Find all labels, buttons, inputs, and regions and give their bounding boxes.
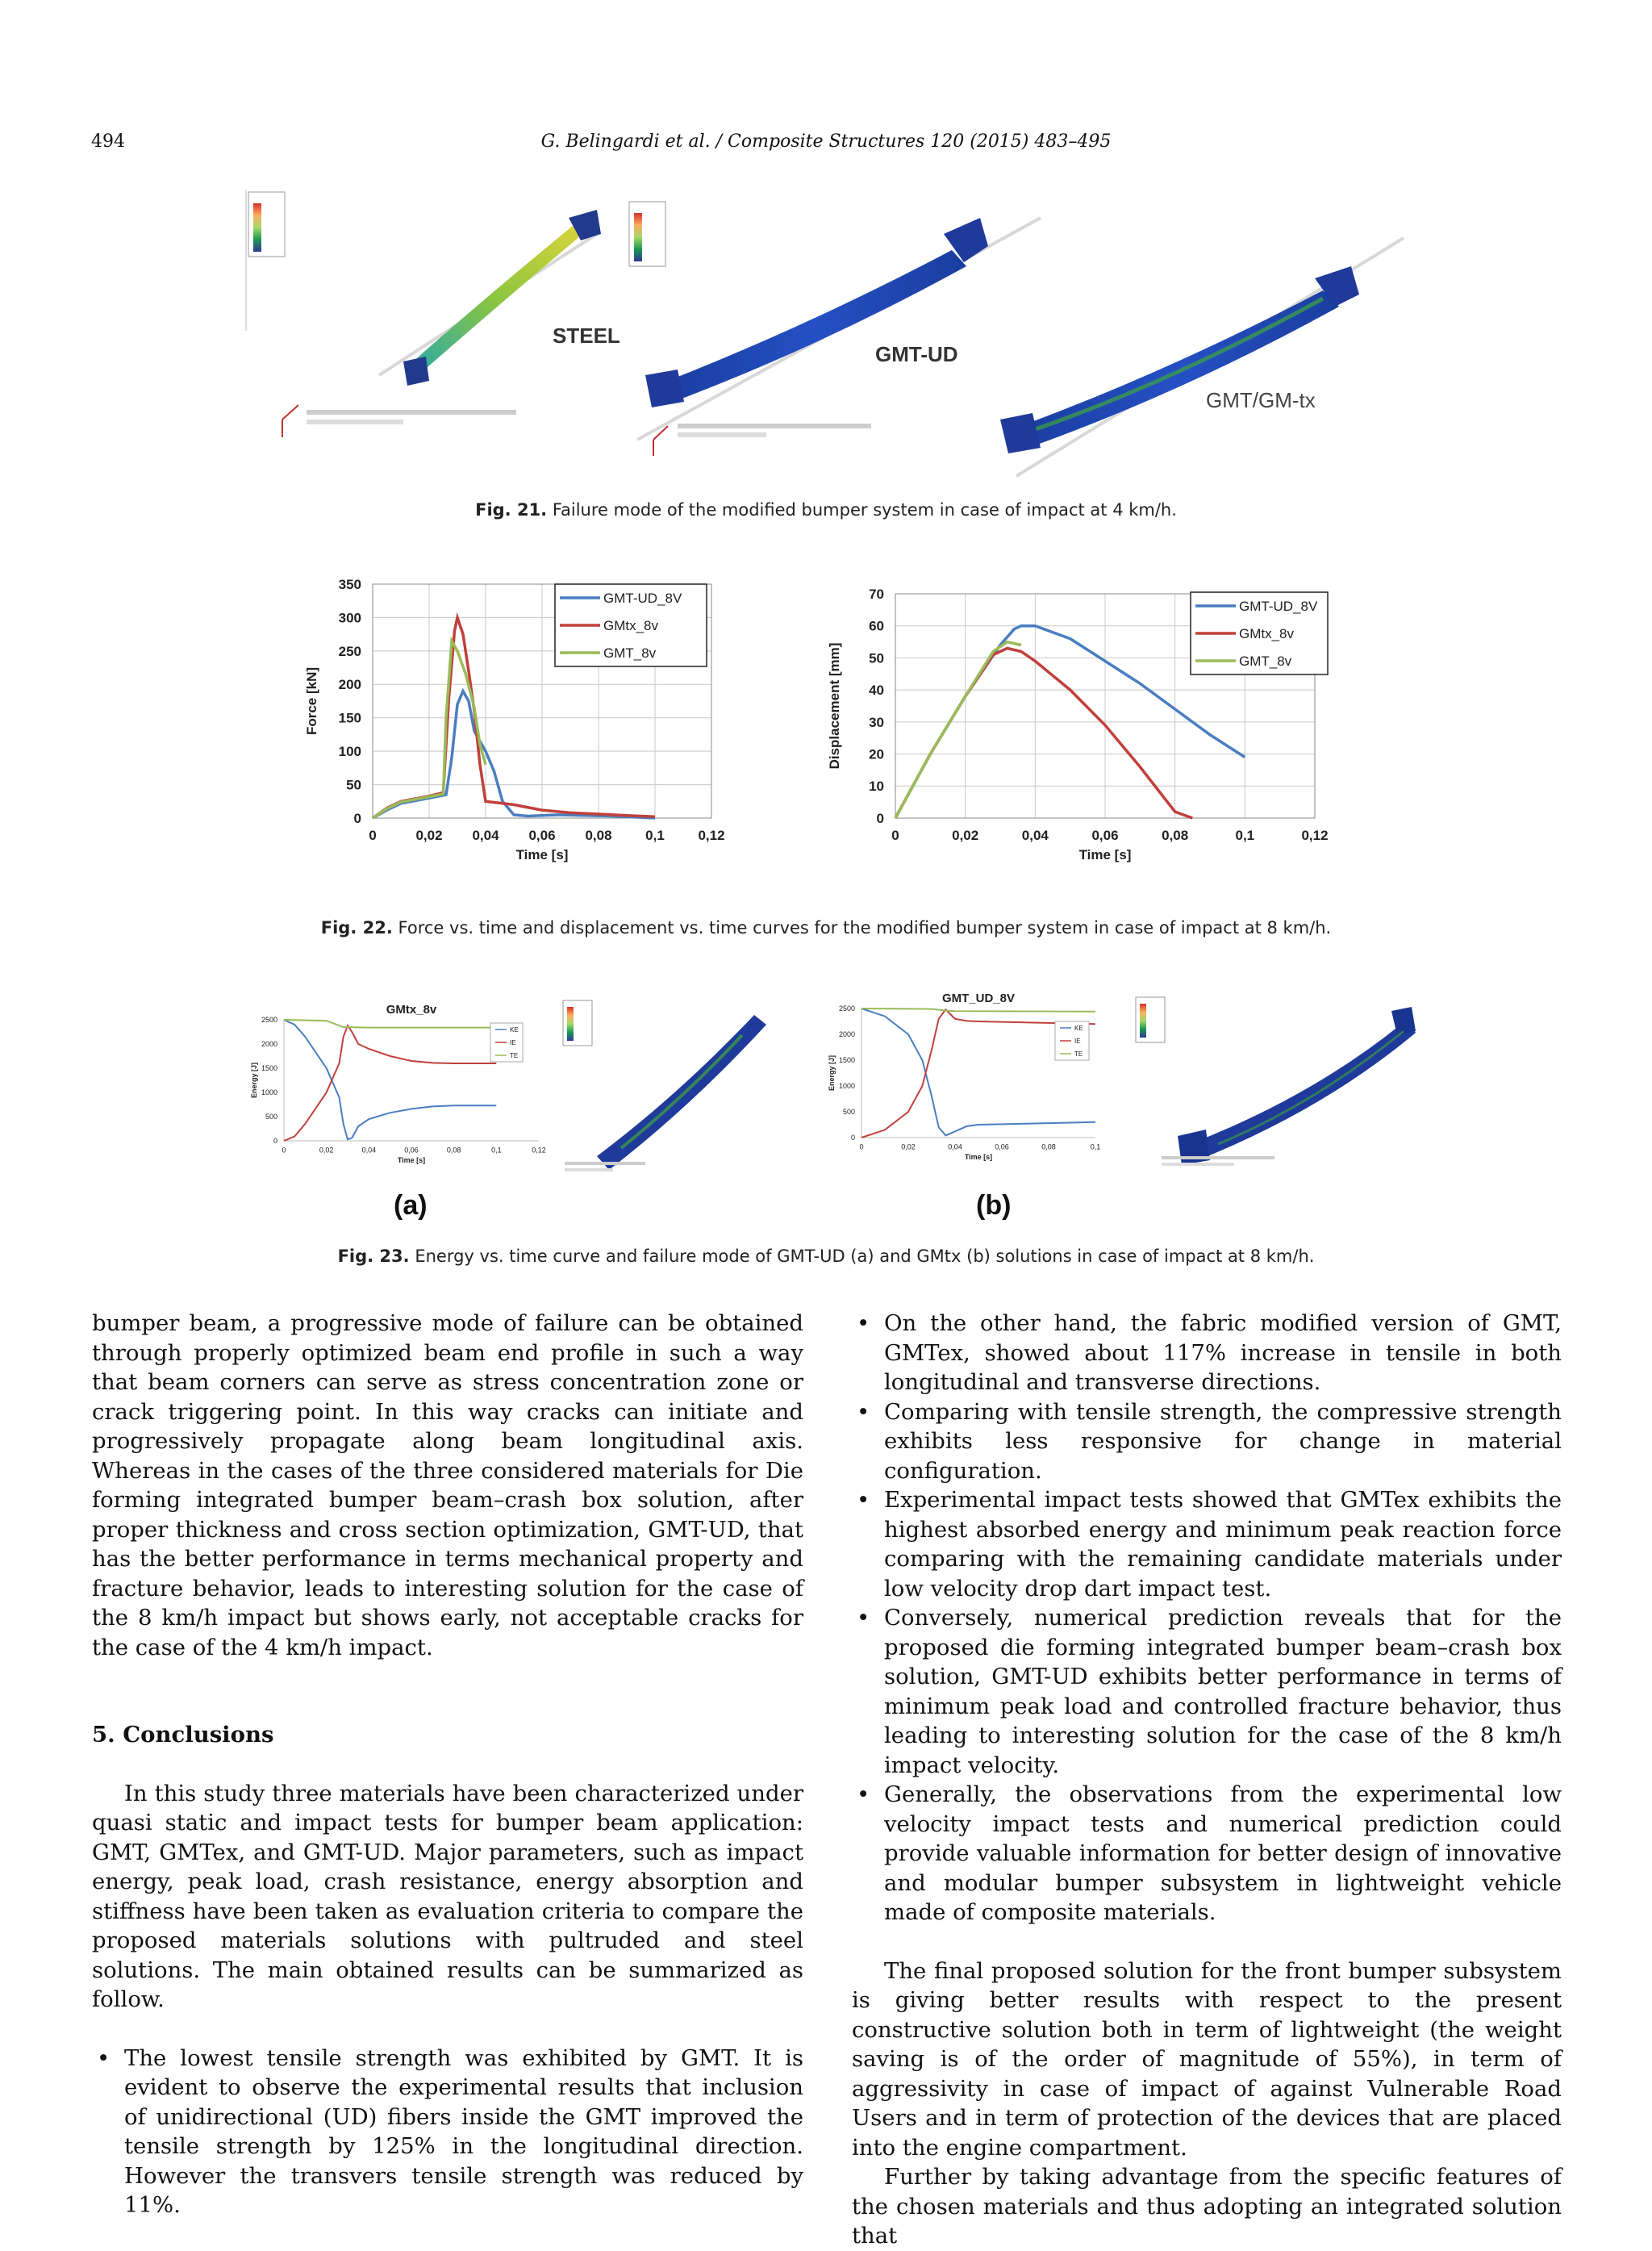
x-tick-label: 0,02	[952, 828, 979, 844]
left-column	[92, 1309, 803, 2220]
fig23-panel-a-label: (a)	[394, 1190, 428, 1221]
y-axis-label: Force [kN]	[304, 666, 319, 736]
x-tick-label: 0,08	[446, 1146, 461, 1155]
x-tick-label: 0,06	[404, 1146, 419, 1155]
y-tick-label: 1500	[838, 1056, 855, 1065]
y-tick-label: 300	[338, 610, 361, 626]
fig23-caption-label: Fig. 23.	[337, 1247, 410, 1266]
list-item	[852, 1485, 1562, 1603]
fig21-label-gmt-gm-tx: GMT/GM-tx	[1206, 388, 1316, 412]
x-axis-label: Time [s]	[1078, 847, 1132, 862]
series-line-ie	[284, 1025, 496, 1141]
list-item	[852, 1397, 1562, 1486]
x-tick-label: 0	[369, 828, 377, 844]
series-line-te	[861, 1009, 1095, 1012]
x-axis-label: Time [s]	[397, 1156, 426, 1164]
bullet-text: Experimental impact tests showed that GMTex exhibits the highest absorbed energy and minimum peak reaction force comparing with the remaining candidate materials under low velocity drop dart impact test.	[884, 1487, 1562, 1602]
bullet-icon: •	[857, 1781, 870, 1807]
fig22-caption-label: Fig. 22.	[320, 918, 393, 938]
legend-entry: IE	[1074, 1038, 1081, 1045]
y-tick-label: 60	[869, 618, 884, 634]
fig23-panel-b-label: (b)	[976, 1190, 1012, 1221]
x-tick-label: 0,02	[319, 1146, 334, 1155]
x-tick-label: 0,04	[361, 1146, 377, 1155]
x-tick-label: 0,04	[1021, 828, 1049, 844]
y-tick-label: 150	[338, 710, 361, 726]
chart-energy-gmt-ud	[828, 992, 1100, 1161]
list-item	[852, 1780, 1562, 1927]
series-line-gmtx-8v	[895, 649, 1192, 819]
bullet-icon: •	[857, 1487, 870, 1513]
x-axis-label: Time [s]	[515, 847, 569, 862]
bullet-text: On the other hand, the fabric modified version of GMT, GMTex, showed about 117% increase in tensile in both longitudinal and transverse directions.	[884, 1310, 1562, 1395]
y-axis-label: Energy [J]	[828, 1055, 836, 1092]
bullet-text: Comparing with tensile strength, the compressive strength exhibits less responsive for change in material configuration.	[884, 1398, 1562, 1484]
y-tick-label: 20	[869, 746, 884, 762]
x-tick-label: 0,1	[491, 1146, 502, 1155]
bullet-icon: •	[857, 1310, 870, 1336]
legend-entry: KE	[510, 1026, 519, 1034]
x-tick-label: 0,08	[1162, 828, 1189, 844]
y-tick-label: 1000	[261, 1088, 277, 1097]
x-tick-label: 0,08	[585, 828, 612, 844]
y-tick-label: 10	[869, 779, 884, 795]
y-tick-label: 2000	[261, 1040, 277, 1049]
fig23-simulation-image-b	[1136, 997, 1416, 1166]
fig21-simulation-image	[242, 186, 1412, 484]
left-paragraph-2: In this study three materials have been characterized under quasi static and impact tests for bumper beam application: GMT, GMTex, and GMT-UD. Major parameters, such as impact energy, peak load, crash resistance, energy absorption and stiffness have been taken as evaluation criteria to compare the proposed materials solutions with pultruded and steel solutions. The main obtained results can be summarized as follow.	[92, 1780, 803, 2012]
chart-title: GMT_UD_8V	[941, 992, 1016, 1005]
y-tick-label: 50	[869, 650, 884, 666]
x-axis-label: Time [s]	[964, 1153, 993, 1161]
chart-displacement-vs-time	[827, 587, 1329, 862]
y-tick-label: 1000	[838, 1082, 855, 1091]
legend-entry: IE	[510, 1039, 516, 1046]
y-tick-label: 0	[876, 810, 884, 826]
y-tick-label: 2500	[261, 1016, 277, 1025]
legend-entry: GMT-UD_8V	[1239, 599, 1318, 614]
y-tick-label: 500	[842, 1108, 855, 1117]
running-title: G. Belingardi et al. / Composite Structures 120 (2015) 483–495	[540, 132, 1112, 152]
legend-entry: TE	[1074, 1050, 1083, 1058]
x-tick-label: 0,1	[645, 828, 665, 844]
fig22-caption-text: Force vs. time and displacement vs. time curves for the modified bumper system in case of impact at 8 km/h.	[398, 918, 1332, 938]
y-tick-label: 200	[338, 677, 361, 693]
right-paragraph-2: Further by taking advantage from the specific features of the chosen materials and thus adopting an integrated solution that	[852, 2164, 1562, 2249]
chart-force-vs-time	[304, 577, 725, 862]
y-tick-label: 500	[265, 1113, 277, 1121]
list-item	[92, 2044, 803, 2220]
fig21-caption	[0, 500, 1652, 520]
y-tick-label: 100	[338, 744, 361, 760]
x-tick-label: 0,04	[472, 828, 499, 844]
list-item	[852, 1309, 1562, 1397]
x-tick-label: 0,12	[532, 1146, 546, 1155]
y-axis-label: Energy [J]	[250, 1062, 258, 1099]
chart-title: GMtx_8v	[386, 1003, 437, 1017]
fig23-simulation-image-a	[563, 1000, 766, 1171]
figure-21	[242, 186, 1412, 484]
fig21-label-steel: STEEL	[553, 324, 620, 348]
y-tick-label: 0	[353, 810, 361, 826]
x-tick-label: 0,02	[415, 828, 443, 844]
page-number: 494	[91, 132, 125, 152]
x-tick-label: 0,1	[1235, 828, 1255, 844]
figure-22	[298, 574, 1379, 881]
bullet-text: The lowest tensile strength was exhibited by GMT. It is evident to observe the experimental results that inclusion of unidirectional (UD) fibers inside the GMT improved the tensile strength by 125% in the longitudinal direction. However the transvers tensile strength was reduced by 11%.	[124, 2044, 803, 2218]
x-tick-label: 0,1	[1090, 1142, 1101, 1151]
x-tick-label: 0,08	[1041, 1142, 1056, 1151]
x-tick-label: 0,06	[1091, 828, 1119, 844]
bullet-icon: •	[857, 1605, 870, 1631]
y-tick-label: 40	[869, 683, 884, 699]
bullet-text: Generally, the observations from the experimental low velocity impact tests and numerical prediction could provide valuable information for better design of innovative and modular bumper subsystem in lightweight vehicle made of composite materials.	[884, 1781, 1562, 1925]
legend-entry: GMT_8v	[1239, 654, 1292, 669]
legend-entry: GMtx_8v	[603, 618, 659, 633]
bullet-text: Conversely, numerical prediction reveals that for the proposed die forming integrated bumper beam–crash box solution, GMT-UD exhibits better performance in terms of minimum peak load and controlled fracture behavior, thus leading to interesting solution for the case of the 8 km/h impact velocity.	[884, 1605, 1562, 1778]
y-tick-label: 1500	[261, 1064, 277, 1073]
x-tick-label: 0,04	[948, 1142, 962, 1151]
y-tick-label: 350	[338, 576, 361, 592]
left-paragraph-1: bumper beam, a progressive mode of failure can be obtained through properly optimized beam end profile in such a way that beam corners can serve as stress concentration zone or crack triggering point. In this way cracks can initiate and progressively propagate along beam longitudinal axis. Whereas in the cases of the three considered materials for Die forming integrated bumper beam–crash box solution, after proper thickness and cross section optimization, GMT-UD, that has the better performance in terms mechanical property and fracture behavior, leads to interesting solution for the case of the 8 km/h impact but shows early, not acceptable cracks for the case of the 4 km/h impact.	[92, 1310, 803, 1660]
x-tick-label: 0,06	[528, 828, 556, 844]
fig23-caption-text: Energy vs. time curve and failure mode of GMT-UD (a) and GMtx (b) solutions in case of impact at 8 km/h.	[415, 1247, 1315, 1266]
fig21-caption-label: Fig. 21.	[475, 500, 548, 520]
chart-energy-gmtx	[250, 1003, 546, 1164]
fig22-caption	[0, 918, 1652, 938]
y-tick-label: 50	[346, 777, 361, 793]
y-tick-label: 0	[850, 1134, 855, 1142]
y-tick-label: 70	[869, 586, 884, 602]
bullet-icon: •	[857, 1398, 870, 1425]
fig23-caption	[0, 1247, 1652, 1266]
legend-entry: KE	[1074, 1025, 1083, 1032]
x-tick-label: 0	[282, 1146, 286, 1155]
y-tick-label: 2000	[838, 1030, 855, 1039]
y-tick-label: 0	[273, 1137, 277, 1146]
fig22-charts	[298, 574, 1379, 881]
fig21-caption-text: Failure mode of the modified bumper system in case of impact at 4 km/h.	[552, 500, 1177, 520]
series-line-ke	[284, 1020, 496, 1139]
x-tick-label: 0,02	[901, 1142, 916, 1151]
y-tick-label: 30	[869, 714, 884, 730]
series-line-te	[284, 1020, 496, 1028]
section-heading-conclusions: 5. Conclusions	[92, 1722, 274, 1748]
x-tick-label: 0	[859, 1142, 864, 1151]
list-item	[852, 1603, 1562, 1780]
right-column	[852, 1309, 1562, 2251]
y-tick-label: 2500	[838, 1004, 855, 1013]
x-tick-label: 0,12	[1301, 828, 1329, 844]
right-paragraph-1: The final proposed solution for the front bumper subsystem is giving better results with respect to the present constructive solution both in term of lightweight (the weight saving is of the order of magnitude of 55%), in term of aggressivity in case of impact of against Vulnerable Road Users and in term of protection of the devices that are placed into the engine compartment.	[852, 1957, 1562, 2161]
legend-entry: GMtx_8v	[1239, 626, 1295, 641]
x-tick-label: 0,12	[698, 828, 725, 844]
x-tick-label: 0	[891, 828, 899, 844]
legend-entry: TE	[510, 1052, 519, 1059]
y-tick-label: 250	[338, 643, 361, 659]
legend-entry: GMT_8v	[603, 645, 657, 661]
bullet-icon: •	[97, 2044, 111, 2071]
fig21-label-gmt-ud: GMT-UD	[875, 342, 958, 366]
x-tick-label: 0,06	[995, 1142, 1009, 1151]
legend-entry: GMT-UD_8V	[603, 591, 682, 606]
y-axis-label: Displacement [mm]	[827, 642, 842, 770]
series-line-gmt-8v	[895, 642, 1021, 818]
